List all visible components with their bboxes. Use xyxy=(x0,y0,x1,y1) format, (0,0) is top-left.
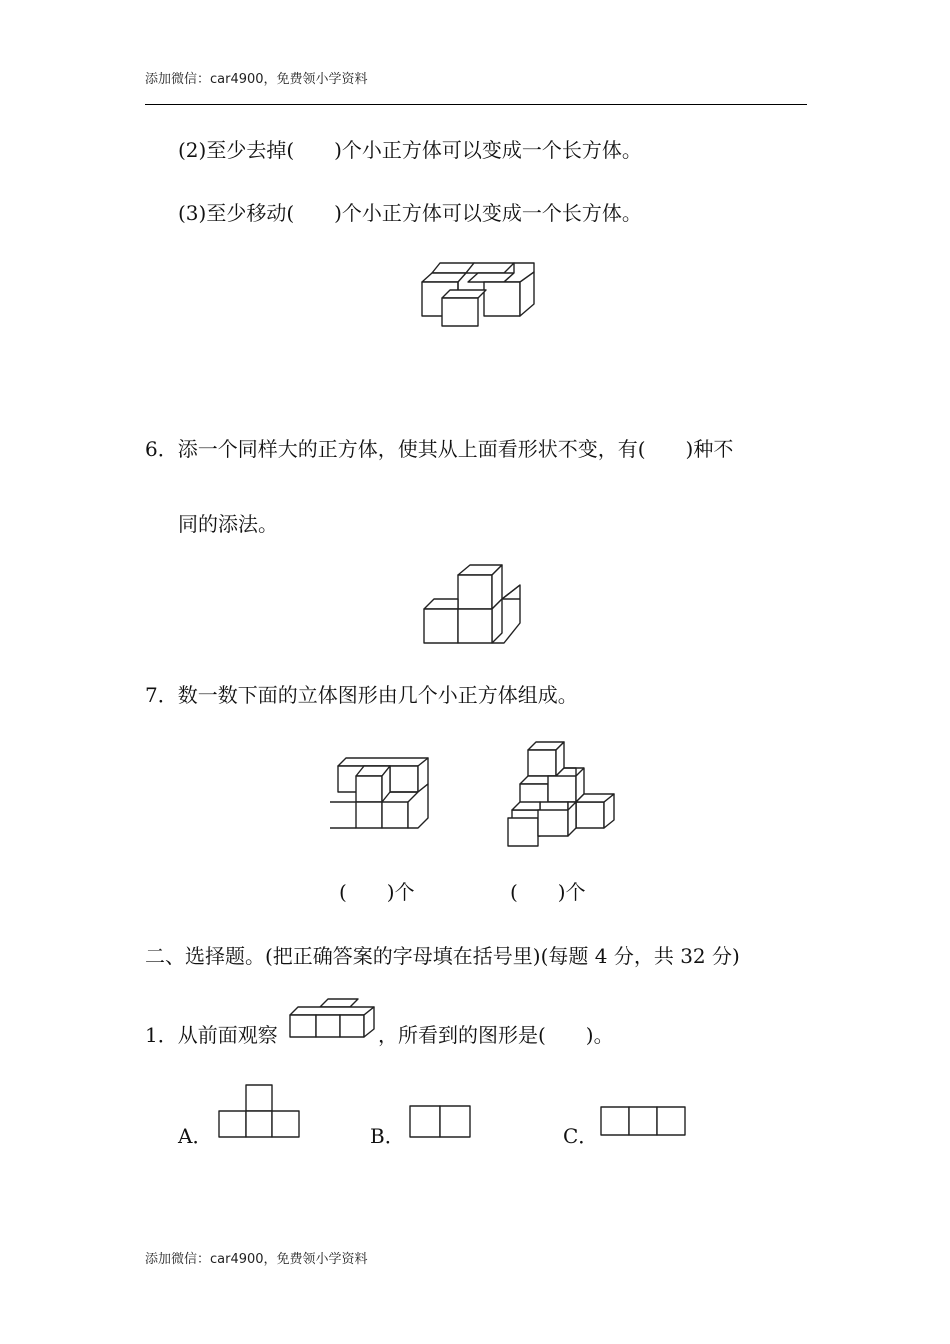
option-c-shape[interactable] xyxy=(600,1106,688,1138)
q5-cube-figure xyxy=(418,258,538,330)
s2-q1-suffix: ，所看到的图形是( )。 xyxy=(378,1023,614,1047)
q7-answer-right[interactable]: ( )个 xyxy=(510,880,586,904)
s2-q1-inline-cubes xyxy=(288,997,378,1041)
option-b-label[interactable]: B． xyxy=(370,1124,405,1148)
q7-text: 7．数一数下面的立体图形由几个小正方体组成。 xyxy=(145,683,578,707)
q5-part3: (3)至少移动( )个小正方体可以变成一个长方体。 xyxy=(178,201,642,225)
option-a-label[interactable]: A． xyxy=(178,1124,213,1148)
q6-text-line1: 6．添一个同样大的正方体，使其从上面看形状不变，有( )种不 xyxy=(145,437,734,461)
q6-text-line2: 同的添法。 xyxy=(178,512,278,536)
header-rule xyxy=(145,104,807,105)
page-header: 添加微信：car4900，免费领小学资料 xyxy=(145,72,368,87)
q6-cube-figure xyxy=(420,563,526,647)
q7-left-figure xyxy=(328,756,432,830)
q7-right-figure xyxy=(504,740,620,848)
option-c-label[interactable]: C． xyxy=(563,1124,599,1148)
q7-answer-left[interactable]: ( )个 xyxy=(339,880,415,904)
option-a-shape[interactable] xyxy=(218,1084,302,1140)
section2-title: 二、选择题。(把正确答案的字母填在括号里)(每题 4 分，共 32 分) xyxy=(145,944,740,968)
s2-q1-prefix: 1．从前面观察 xyxy=(145,1023,278,1047)
option-b-shape[interactable] xyxy=(409,1105,473,1139)
page-footer: 添加微信：car4900，免费领小学资料 xyxy=(145,1252,368,1267)
q5-part2: (2)至少去掉( )个小正方体可以变成一个长方体。 xyxy=(178,138,642,162)
